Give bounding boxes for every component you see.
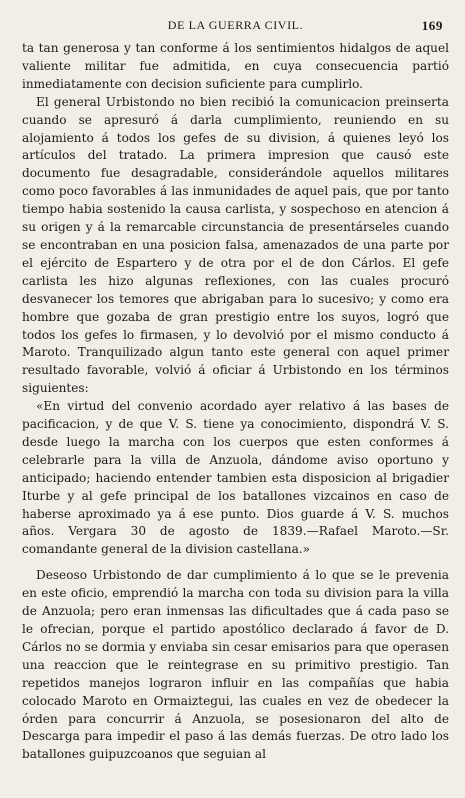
running-title: DE LA GUERRA CIVIL. [167,18,304,32]
paragraph-continuation: ta tan generosa y tan conforme á los sentimientos hidalgos de aquel valiente militar fue admitida, en cuya consecuencia partió inmediatamente con decision suficiente para cumplirlo. [22,41,449,91]
paragraph: El general Urbistondo no bien recibió la comunicacion preinserta cuando se apresuró á darla cumplimiento, reuniendo en su alojamiento á todos los gefes de su division, á quienes leyó los artículos del tratado. La primera impresion que causó este documento fue desagradable, considerándole aquellos militares como poco favorables á las inmunidades de aquel pais, que por tanto tiempo habia sostenido la causa carlista, y sospechoso en atencion á su origen y á la remarcable circunstancia de presentárseles cuando se encontraban en una posicion falsa, amenazados de una parte por el ejército de Espartero y de otra por el de don Cárlos. El gefe carlista les hizo algunas reflexiones, con las cuales procuró desvanecer los temores que abrigaban para lo sucesivo; y como era hombre que gozaba de gran prestigio entre los suyos, logró que todos los gefes lo firmasen, y lo devolvió por el mismo conducto á Maroto. Tranquilizado algun tanto este general con aquel primer resultado favorable, volvió á oficiar á Urbistondo en los términos siguientes: [22,94,449,396]
quoted-letter: «En virtud del convenio acordado ayer relativo á las bases de pacificacion, y de que V. S. tiene ya conocimiento, dispondrá V. S. desde luego la marcha con los cuerpos que esten conformes á celebrarle para la villa de Anzuola, dándome aviso oportuno y anticipado; haciendo entender tambien esta disposicion al brigadier Iturbe y al gefe principal de los batallones vizcainos en caso de haberse aproximado ya á ese punto. Dios guarde á V. S. muchos años. Vergara 30 de agosto de 1839.—Rafael Maroto.—Sr. comandante general de la division castellana.» [22,399,449,557]
page-number: 169 [421,18,443,33]
paragraph-gap [22,559,449,567]
page-header [22,18,449,38]
paragraph: Deseoso Urbistondo de dar cumplimiento á lo que se le prevenia en este oficio, emprendió la marcha con toda su division para la villa de Anzuola; pero eran inmensas las dificultades que á cada paso se le ofrecian, porque el partido apostólico declarado á favor de D. Cárlos no se dormia y enviaba sin cesar emisarios para que operasen una reaccion que le reintegrase en su primitivo prestigio. Tan repetidos manejos lograron influir en las compañías que habia colocado Maroto en Ormaiztegui, las cuales en vez de obedecer la órden para concurrir á Anzuola, se posesionaron del alto de Descarga para impedir el paso á las demás fuerzas. De otro lado los batallones guipuzcoanos que seguian al [22,568,449,762]
page-body [22,40,449,764]
